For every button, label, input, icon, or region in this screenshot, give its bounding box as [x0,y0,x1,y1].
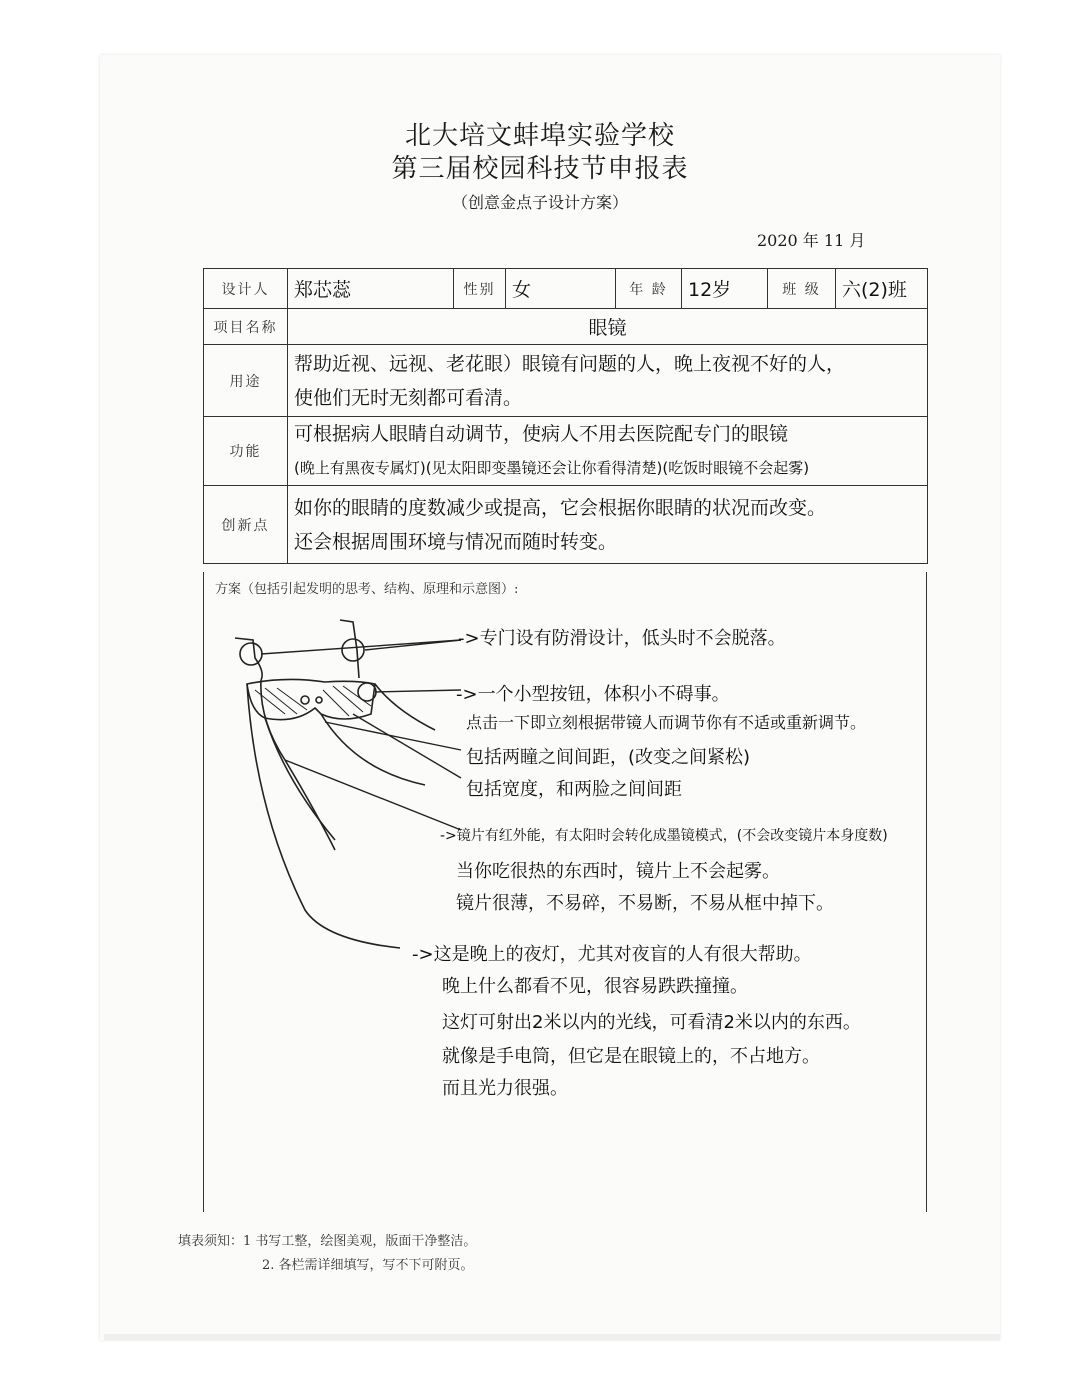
usage-field[interactable] [288,345,928,417]
function-line: 可根据病人眼睛自动调节，使病人不用去医院配专门的眼镜 [294,423,789,445]
paper-edge [104,1334,1000,1340]
project-field[interactable]: 眼镜 [288,309,928,345]
school-name: 北大培文蚌埠实验学校 [404,121,675,151]
note-button-detail: 点击一下即立刻根据带镜人而调节你有不适或重新调节。 [466,713,867,732]
note-width: 包括宽度，和两脸之间间距 [466,779,682,800]
innovation-label: 创新点 [204,486,288,564]
note-lens-fog: 当你吃很热的东西时，镜片上不会起雾。 [456,861,780,882]
note-anti-slip: ->专门设有防滑设计，低头时不会脱落。 [458,628,786,649]
gender-label: 性别 [454,269,506,309]
innovation-row [204,486,928,564]
form-subtitle: （创意金点子设计方案） [451,193,628,212]
footer-note-2: 2. 各栏需详细填写，写不下可附页。 [262,1258,474,1273]
application-form-table [203,268,928,564]
function-field[interactable] [288,417,928,486]
gender-field[interactable]: 女 [506,269,616,309]
form-date: 2020 年 11 月 [757,231,866,250]
usage-line: 使他们无时无刻都可看清。 [294,386,523,409]
designer-label: 设计人 [204,269,288,309]
class-label: 班 级 [768,269,836,309]
note-lens: ->镜片有红外能，有太阳时会转化成墨镜模式，(不会改变镜片本身度数) [440,828,888,844]
function-label: 功能 [204,417,288,486]
designer-field[interactable]: 郑芯蕊 [288,269,454,309]
plan-label: 方案（包括引起发明的思考、结构、原理和示意图）: [215,582,519,597]
function-line: (晚上有黑夜专属灯)(见太阳即变墨镜还会让你看得清楚)(吃饭时眼镜不会起雾) [294,459,810,477]
note-night-light-5: 而且光力很强。 [442,1078,568,1099]
innovation-line: 还会根据周围环境与情况而随时转变。 [294,530,618,553]
note-night-light-4: 就像是手电筒，但它是在眼镜上的，不占地方。 [442,1046,820,1067]
note-night-light-3: 这灯可射出2米以内的光线，可看清2米以内的东西。 [442,1012,861,1033]
class-field[interactable]: 六(2)班 [836,269,928,309]
info-row [204,269,928,309]
innovation-line: 如你的眼睛的度数减少或提高，它会根据你眼睛的状况而改变。 [294,496,827,519]
project-label: 项目名称 [204,309,288,345]
note-button: ->一个小型按钮，体积小不碍事。 [456,684,730,705]
age-field[interactable]: 12岁 [682,269,768,309]
note-lens-thin: 镜片很薄，不易碎，不易断，不易从框中掉下。 [456,893,834,914]
age-label: 年 龄 [616,269,682,309]
innovation-field[interactable] [288,486,928,564]
form-title: 第三届校园科技节申报表 [391,154,689,184]
project-row [204,309,928,345]
note-pupil-distance: 包括两瞳之间间距，(改变之间紧松) [466,747,751,768]
glasses-sketch [225,610,485,950]
function-row [204,417,928,486]
usage-label: 用途 [204,345,288,417]
usage-row [204,345,928,417]
note-night-light-2: 晚上什么都看不见，很容易跌跌撞撞。 [442,976,748,997]
footer-note-1: 填表须知：1 书写工整，绘图美观，版面干净整洁。 [178,1234,477,1249]
usage-line: 帮助近视、远视、老花眼）眼镜有问题的人，晚上夜视不好的人， [294,352,846,375]
note-night-light: ->这是晚上的夜灯，尤其对夜盲的人有很大帮助。 [412,944,812,965]
